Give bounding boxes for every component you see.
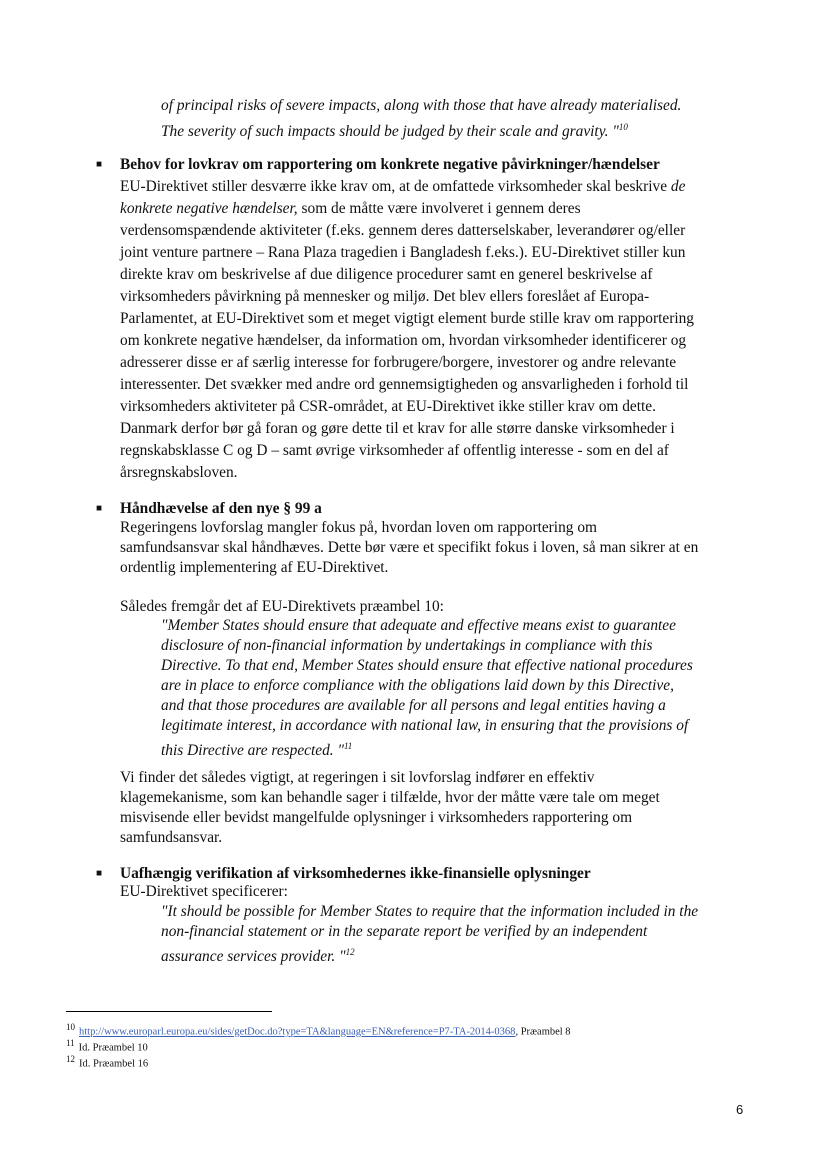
footnote-divider (66, 1011, 272, 1012)
footnote-text: Id. Præambel 10 (78, 1042, 148, 1054)
section-heading: Håndhævelse af den nye § 99 a (120, 500, 322, 517)
footnote-text: , Præambel 8 (515, 1026, 571, 1038)
paragraph-line: ordentlig implementering af EU-Direktivet. (120, 559, 389, 576)
paragraph-line: Således fremgår det af EU-Direktivets præambel 10: (120, 598, 444, 615)
footnote (66, 1052, 148, 1072)
paragraph-line (120, 177, 685, 197)
page-number: 6 (736, 1102, 744, 1117)
paragraph-line: virksomheders påvirkning på mennesker og miljø. Det blev ellers foreslået af Europa- (120, 288, 650, 305)
quote-line: "It should be possible for Member States to require that the information included in the (161, 903, 699, 920)
paragraph-line: samfundsansvar. (120, 829, 223, 846)
footnote-number: 11 (66, 1038, 75, 1048)
bullet-icon: ■ (96, 503, 103, 514)
paragraph-line: klagemekanisme, som kan behandle sager i tilfælde, hvor der måtte være tale om meget (120, 789, 660, 806)
paragraph-line: EU-Direktivet specificerer: (120, 883, 288, 900)
paragraph-line: regnskabsklasse C og D – samt øvrige virksomheder af offentlig interesse - som en del af (120, 442, 669, 459)
paragraph-line: Danmark derfor bør gå foran og gøre dette til et krav for alle større danske virksomheder i (120, 420, 675, 437)
footnote-ref[interactable]: 10 (618, 122, 628, 132)
quote-line: are in place to enforce compliance with the obligations laid down by this Directive, (161, 677, 674, 694)
footnote-link[interactable]: http://www.europarl.europa.eu/sides/getDoc.do?type=TA&language=EN&reference=P7-TA-2014-0368 (79, 1026, 516, 1038)
footnote-number: 12 (66, 1054, 75, 1064)
paragraph-line: interessenter. Det svækker med andre ord gennemsigtigheden og ansvarligheden i forhold til (120, 376, 689, 393)
quote-line: of principal risks of severe impacts, along with those that have already materialised. (161, 97, 682, 114)
bullet-icon: ■ (96, 159, 103, 170)
section-heading: Behov for lovkrav om rapportering om konkrete negative påvirkninger/hændelser (120, 156, 660, 173)
emphasis: de (670, 178, 686, 195)
quote-line: Directive. To that end, Member States should ensure that effective national procedures (161, 657, 693, 674)
quote-line (161, 942, 355, 967)
quote-line: and that those procedures are available for all persons and legal entities having a (161, 697, 666, 714)
paragraph-line: joint venture partnere – Rana Plaza tragedien i Bangladesh f.eks.). EU-Direktivet stiller kun (120, 244, 686, 261)
paragraph-line: virksomheders aktiviteter på CSR-området, at EU-Direktivet ikke stiller krav om dette. (120, 398, 656, 415)
text: EU-Direktivet stiller desværre ikke krav om, at de omfattede virksomheder skal beskrive (120, 178, 668, 195)
quote-line: disclosure of non-financial information by undertakings in compliance with this (161, 637, 653, 654)
quote-text: The severity of such impacts should be judged by their scale and gravity. " (161, 123, 619, 141)
quote-line: legitimate interest, in accordance with national law, in ensuring that the provisions of (161, 717, 689, 734)
footnote-text: Id. Præambel 16 (79, 1058, 149, 1070)
quote-line (161, 117, 628, 142)
quote-text: assurance services provider. " (161, 948, 346, 966)
paragraph-line: Regeringens lovforslag mangler fokus på, hvordan loven om rapportering om (120, 519, 597, 536)
text: som de måtte være involveret i gennem deres (301, 200, 581, 217)
paragraph-line: Vi finder det således vigtigt, at regeringen i sit lovforslag indfører en effektiv (120, 769, 595, 786)
paragraph-line: adresserer disse er af særlig interesse for forbrugere/borgere, investorer og andre relevante (120, 354, 677, 371)
paragraph-line (120, 199, 581, 219)
paragraph-line: Parlamentet, at EU-Direktivet som et meget vigtigt element burde stille krav om rapportering (120, 310, 694, 327)
quote-line: "Member States should ensure that adequate and effective means exist to guarantee (161, 617, 676, 634)
paragraph-line: samfundsansvar skal håndhæves. Dette bør være et specifikt fokus i loven, så man sikrer at en (120, 539, 699, 556)
quote-line (161, 736, 352, 761)
quote-text: this Directive are respected. " (161, 742, 344, 760)
paragraph-line: misvisende eller bevidst mangelfulde oplysninger i virksomheders rapportering om (120, 809, 633, 826)
footnote-number: 10 (66, 1022, 75, 1032)
footnote-ref[interactable]: 11 (343, 741, 353, 751)
quote-line: non-financial statement or in the separate report be verified by an independent (161, 923, 648, 940)
paragraph-line: direkte krav om beskrivelse af due diligence procedurer samt en generel beskrivelse af (120, 266, 653, 283)
paragraph-line: årsregnskabsloven. (120, 464, 238, 481)
footnote-ref[interactable]: 12 (345, 947, 355, 957)
paragraph-line: verdensomspændende aktiviteter (f.eks. gennem deres datterselskaber, leverandører og/eller (120, 222, 686, 239)
bullet-icon: ■ (96, 868, 103, 879)
paragraph-line: om konkrete negative hændelser, da information om, hvordan virksomheder identificerer og (120, 332, 687, 349)
section-heading: Uafhængig verifikation af virksomhedernes ikke-finansielle oplysninger (120, 865, 591, 882)
emphasis: konkrete negative hændelser, (120, 200, 298, 217)
